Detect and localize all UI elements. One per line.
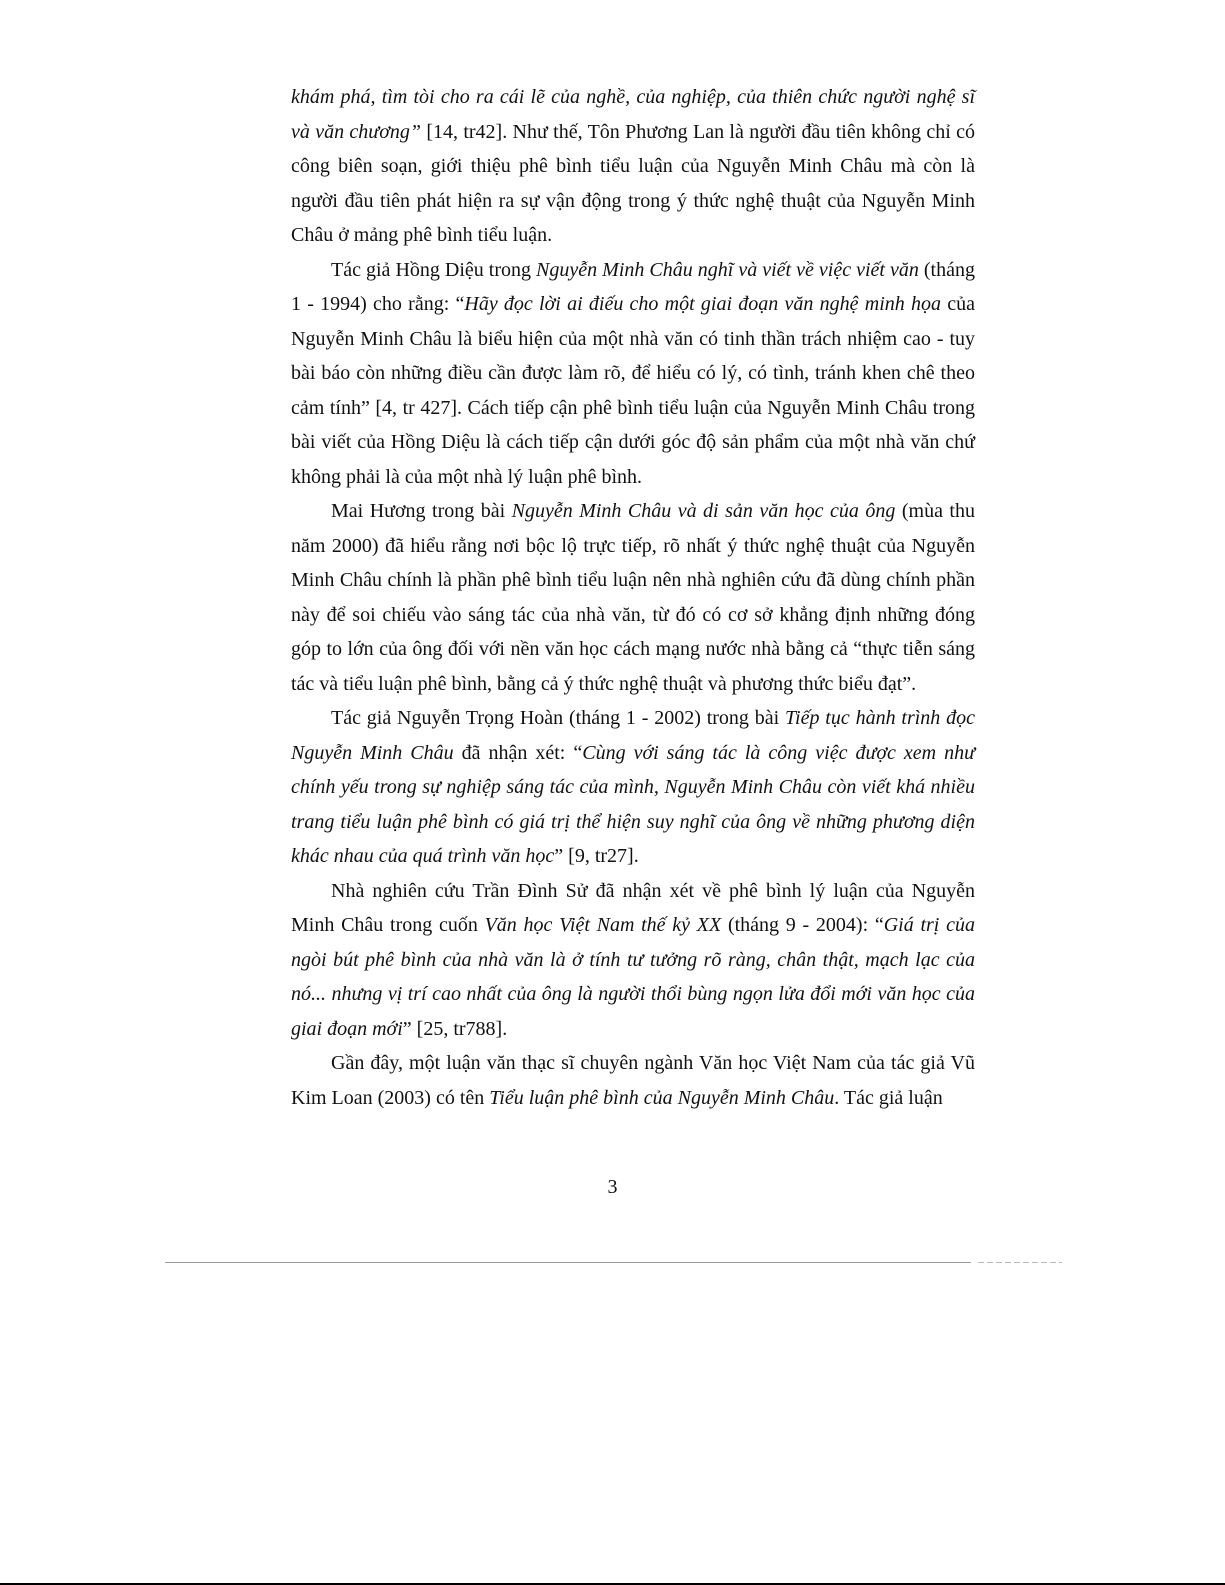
italic-text-run: Cùng với sáng tác là công việc được xem như chính yếu trong sự nghiệp sáng tác của mình, Nguyễn Minh Châu còn viết khá nhiều trang tiểu luận phê bình có giá trị thể hiện suy nghĩ của ông về những phương diện khác nhau của quá trình văn học [291,741,975,867]
text-run: ” [9, tr27]. [554,845,639,867]
text-run: (mùa thu năm 2000) đã hiểu rằng nơi bộc lộ trực tiếp, rõ nhất ý thức nghệ thuật của Nguyễn Minh Châu chính là phần phê bình tiểu luận nên nhà nghiên cứu đã dùng chính phần này để soi chiếu vào sáng tác của nhà văn, từ đó có cơ sở khẳng định những đóng góp to lớn của ông đối với nền văn học cách mạng nước nhà bằng cả “thực tiễn sáng tác và tiểu luận phê bình, bằng cả ý thức nghệ thuật và phương thức biểu đạt”. [291,500,975,695]
paragraph [291,874,975,1047]
paragraph [291,1046,975,1115]
text-run: [14, tr42]. Như thế, Tôn Phương Lan là người đầu tiên không chỉ có công biên soạn, giới thiệu phê bình tiểu luận của Nguyễn Minh Châu mà còn là người đầu tiên phát hiện ra sự vận động trong ý thức nghệ thuật của Nguyễn Minh Châu ở mảng phê bình tiểu luận. [291,120,976,246]
text-run: đã nhận xét: “ [453,741,583,764]
text-run: ” [25, tr788]. [402,1017,508,1040]
paragraph [291,80,975,253]
italic-text-run: Giá trị của ngòi bút phê bình của nhà văn là ở tính tư tưởng rõ ràng, chân thật, mạch lạc của nó... nhưng vị trí cao nhất của ông là người thổi bùng ngọn lửa đổi mới văn học của giai đoạn mới [291,914,975,1040]
text-run: Gần đây, một luận văn thạc sĩ chuyên ngành Văn học Việt Nam của tác giả Vũ Kim Loan (2003) có tên [291,1052,975,1109]
text-run: Mai Hương trong bài [331,500,512,522]
text-run: của Nguyễn Minh Châu là biểu hiện của một nhà văn có tinh thần trách nhiệm cao - tuy bài báo còn những điều cần được làm rõ, để hiểu có lý, có tình, tránh khen chê theo cảm tính” [4, tr 427]. Cách tiếp cận phê bình tiểu luận của Nguyễn Minh Châu trong bài viết của Hồng Diệu là cách tiếp cận dưới góc độ sản phẩm của một nhà văn chứ không phải là của một nhà lý luận phê bình. [291,293,975,488]
page-separator-line [165,1262,971,1263]
italic-text-run: Văn học Việt Nam thế kỷ XX [484,914,722,936]
text-run: . Tác giả luận [834,1086,943,1109]
page-body-text [291,80,975,1115]
italic-text-run: Tiểu luận phê bình của Nguyễn Minh Châu [489,1086,835,1109]
paragraph [291,494,975,701]
italic-text-run: Nguyễn Minh Châu và di sản văn học của ông [511,500,896,522]
page-separator-dotted-tail [978,1262,1062,1263]
page-number: 3 [607,1176,618,1198]
text-run: (tháng 9 - 2004): “ [721,914,884,936]
italic-text-run: Tiếp tục hành trình đọc Nguyễn Minh Châu [291,707,975,764]
text-run: Tác giả Nguyễn Trọng Hoàn (tháng 1 - 2002) trong bài [331,707,786,729]
italic-text-run: Nguyễn Minh Châu nghĩ và viết về việc viết văn [536,258,919,281]
paragraph [291,253,975,495]
text-run: Tác giả Hồng Diệu trong [331,258,537,281]
paragraph [291,701,975,874]
italic-text-run: Hãy đọc lời ai điếu cho một giai đoạn văn nghệ minh họa [464,293,941,315]
text-run: Nhà nghiên cứu Trần Đình Sử đã nhận xét về phê bình lý luận của Nguyễn Minh Châu trong cuốn [291,879,975,936]
italic-text-run: khám phá, tìm tòi cho ra cái lẽ của nghề, của nghiệp, của thiên chức người nghệ sĩ và văn chương” [291,86,975,143]
text-run: (tháng 1 - 1994) cho rằng: “ [291,258,975,315]
